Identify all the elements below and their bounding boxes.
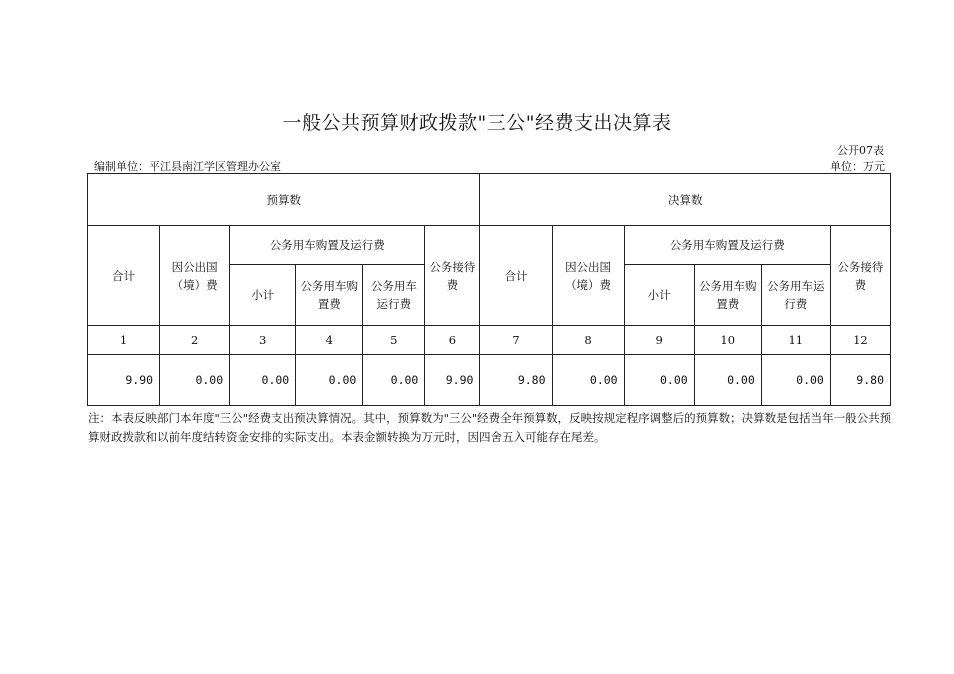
value-cell: 0.00 [552, 355, 624, 406]
col-number: 10 [694, 326, 761, 355]
value-cell: 9.80 [830, 355, 890, 406]
final-reception-header: 公务接待费 [830, 226, 890, 326]
budget-vehicle-purchase-header: 公务用车购置费 [296, 265, 363, 326]
final-total-header: 合计 [480, 226, 552, 326]
col-number: 2 [160, 326, 230, 355]
page-title: 一般公共预算财政拨款"三公"经费支出决算表 [282, 112, 672, 134]
value-cell: 0.00 [624, 355, 694, 406]
value-cell: 9.90 [88, 355, 160, 406]
org-label: 编制单位：平江县南江学区管理办公室 [94, 160, 281, 173]
col-number: 3 [230, 326, 296, 355]
budget-subtotal-header: 小计 [230, 265, 296, 326]
col-number: 5 [363, 326, 425, 355]
expense-table [87, 173, 891, 406]
final-vehicle-purchase-header: 公务用车购置费 [694, 265, 761, 326]
value-cell: 9.80 [480, 355, 552, 406]
final-subtotal-header: 小计 [624, 265, 694, 326]
budget-vehicle-group-header: 公务用车购置及运行费 [230, 226, 425, 265]
budget-reception-header: 公务接待费 [425, 226, 480, 326]
budget-vehicle-operation-header: 公务用车运行费 [363, 265, 425, 326]
budget-abroad-header: 因公出国（境）费 [160, 226, 230, 326]
value-cell: 0.00 [296, 355, 363, 406]
col-number: 7 [480, 326, 552, 355]
value-cell: 0.00 [694, 355, 761, 406]
value-cell: 0.00 [363, 355, 425, 406]
final-vehicle-group-header: 公务用车购置及运行费 [624, 226, 830, 265]
col-number: 9 [624, 326, 694, 355]
value-cell: 0.00 [230, 355, 296, 406]
col-number: 1 [88, 326, 160, 355]
value-cell: 9.90 [425, 355, 480, 406]
final-vehicle-operation-header: 公务用车运行费 [761, 265, 830, 326]
col-number: 6 [425, 326, 480, 355]
footnote: 注：本表反映部门本年度"三公"经费支出预决算情况。其中，预算数为"三公"经费全年预算数，反映按规定程序调整后的预算数；决算数是包括当年一般公共预算财政拨款和以前年度结转资金安排的实际支出。本表金额转换为万元时，因四舍五入可能存在尾差。 [88, 411, 892, 444]
value-cell: 0.00 [160, 355, 230, 406]
budget-total-header: 合计 [88, 226, 160, 326]
final-header: 决算数 [480, 174, 891, 226]
col-number: 12 [830, 326, 890, 355]
col-number: 4 [296, 326, 363, 355]
final-abroad-header: 因公出国（境）费 [552, 226, 624, 326]
form-number: 公开07表 [837, 144, 884, 157]
unit-label: 单位：万元 [830, 160, 885, 173]
col-number: 8 [552, 326, 624, 355]
value-cell: 0.00 [761, 355, 830, 406]
budget-header: 预算数 [88, 174, 480, 226]
col-number: 11 [761, 326, 830, 355]
